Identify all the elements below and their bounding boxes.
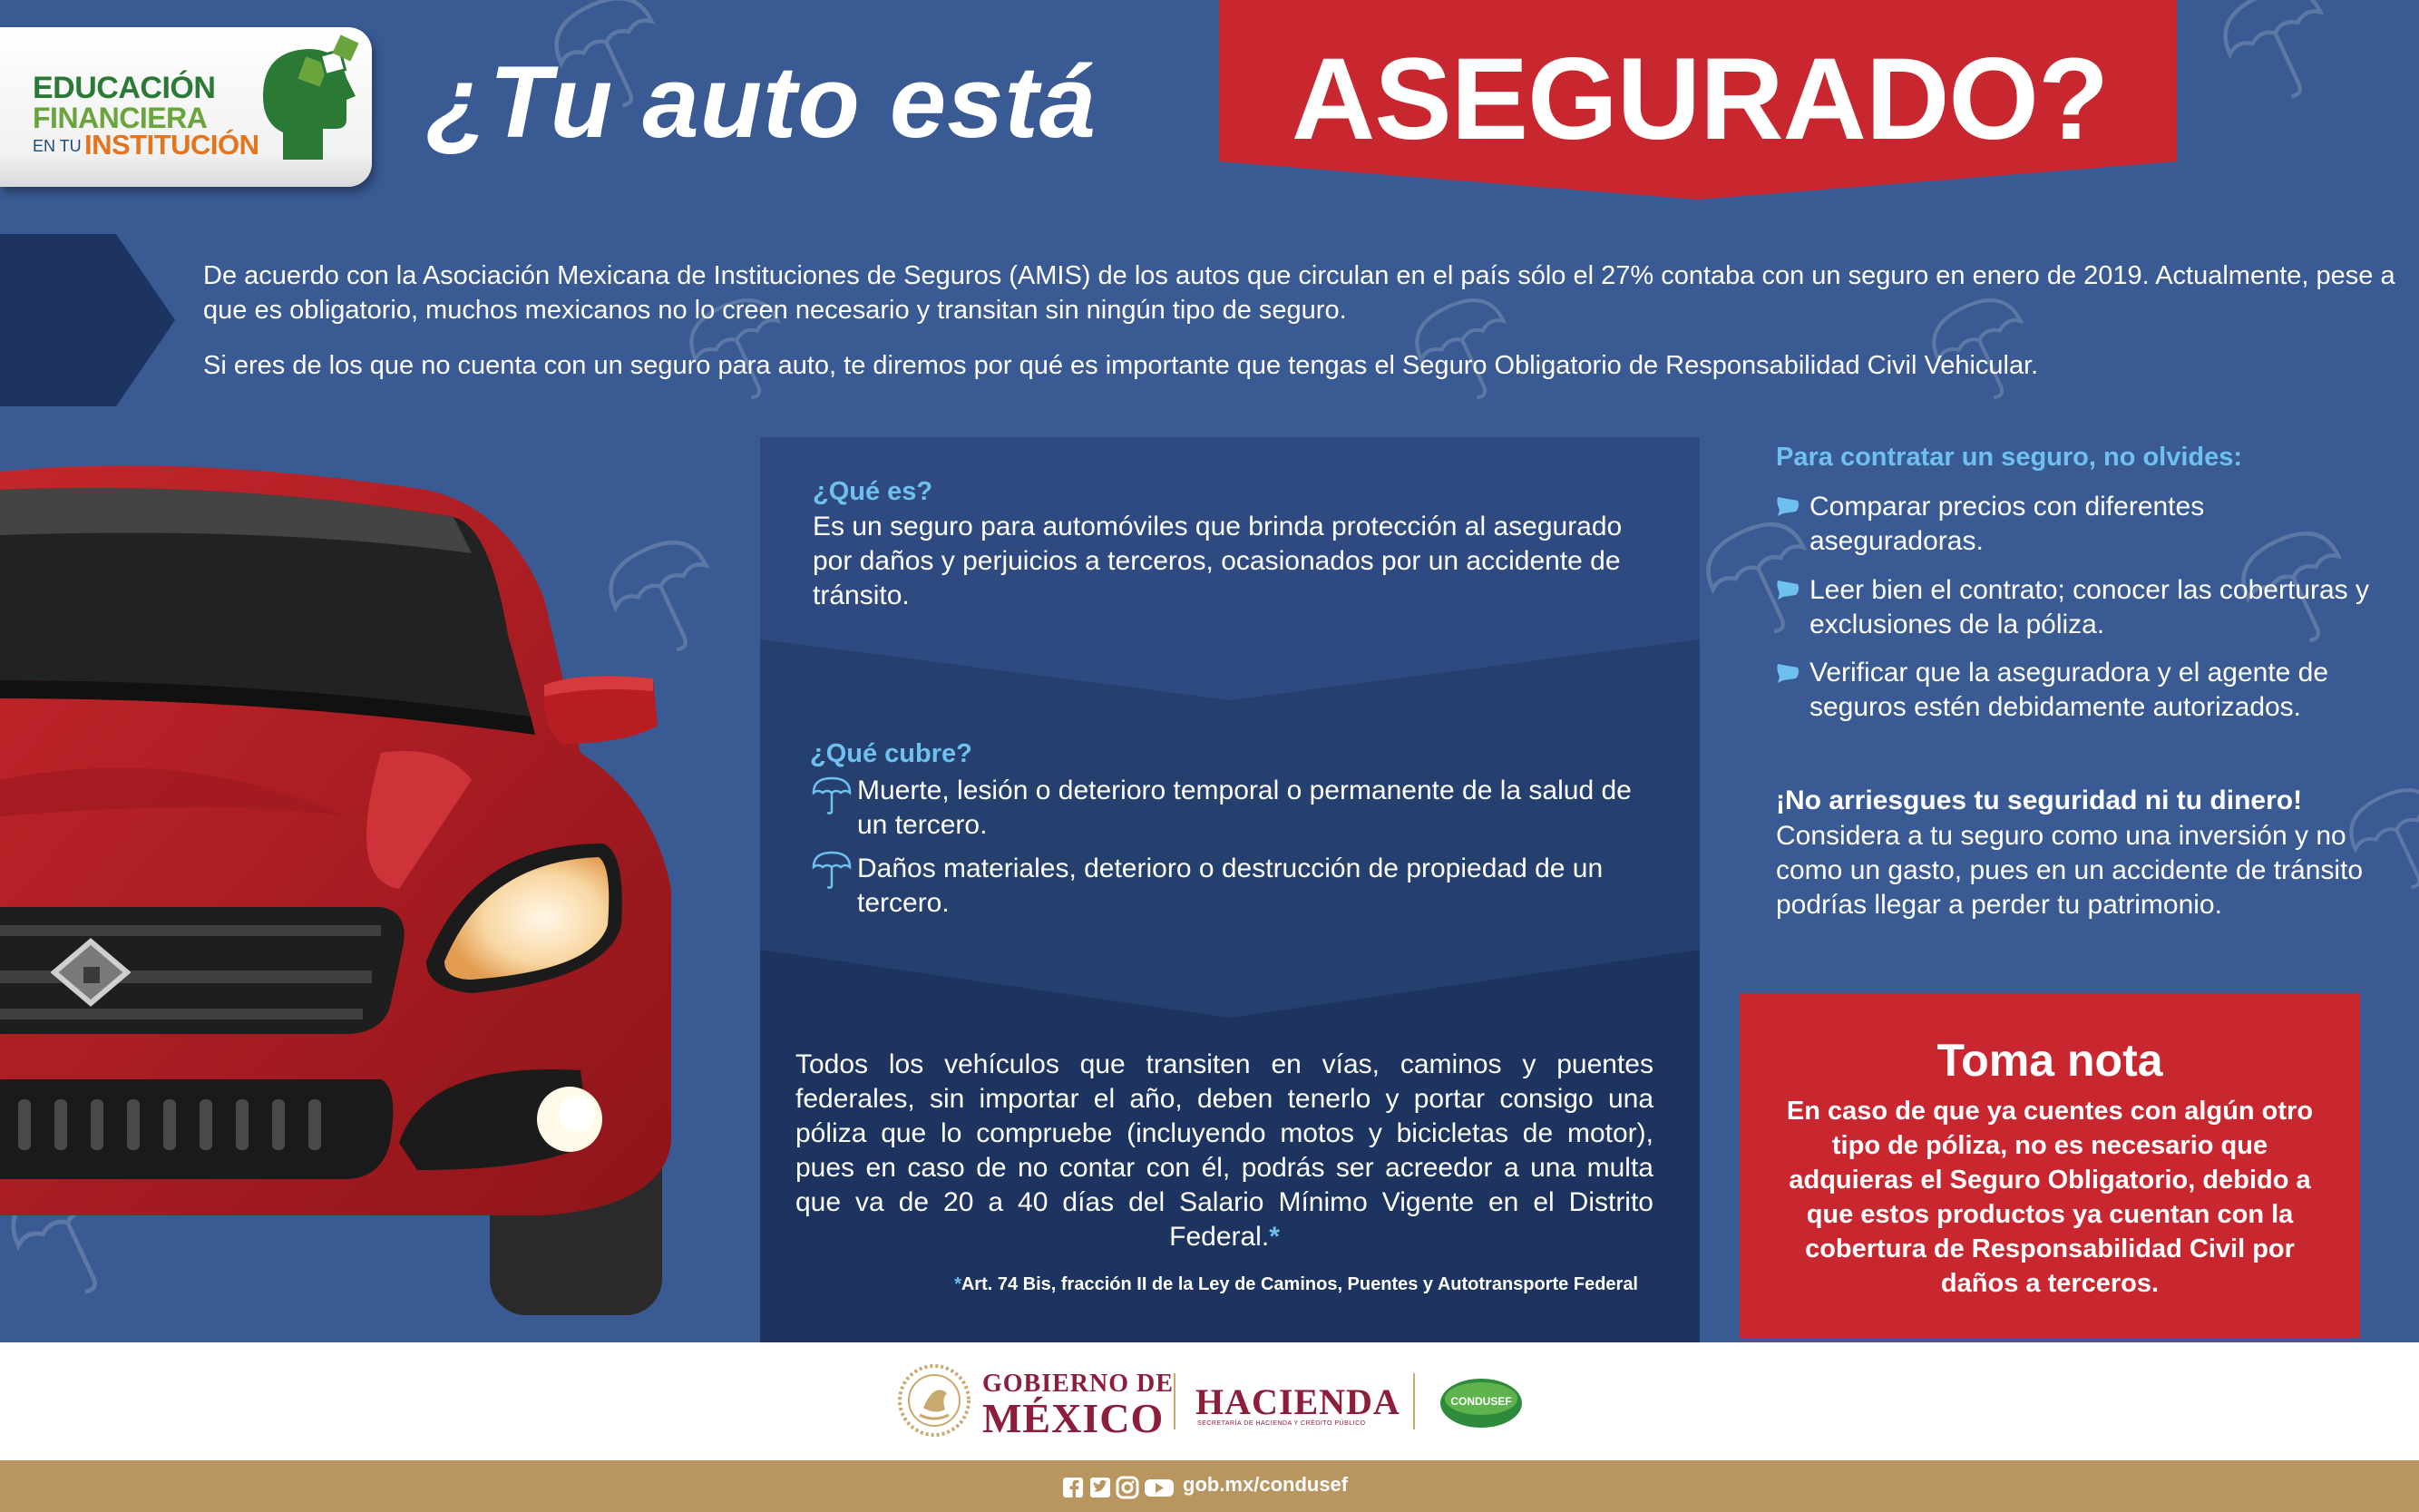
condusef-url: gob.mx/condusef xyxy=(1183,1473,1349,1496)
coverage-item-2: Daños materiales, deterioro o destrucción de propiedad de un tercero. xyxy=(857,854,1604,918)
chat-bubble-icon xyxy=(1776,495,1801,517)
tip-item-1: Comparar precios con diferentes aseguradoras. xyxy=(1809,492,2205,556)
title-question-prefix: ¿Tu auto está xyxy=(426,45,1097,159)
tips-heading: Para contratar un seguro, no olvides: xyxy=(1776,443,2243,472)
youtube-icon xyxy=(1145,1479,1174,1497)
umbrella-icon xyxy=(812,851,852,891)
obligation-paragraph xyxy=(795,1048,1653,1254)
toma-nota-body: En caso de que ya cuentes con algún otro tipo de póliza, no es necesario que adquieras el Seguro Obligatorio, debido a que estos productos ya cuentan con la cobertura de Responsabilidad Civil por daños a terceros. xyxy=(1786,1097,2314,1298)
umbrella-icon xyxy=(812,776,852,816)
footer-divider xyxy=(1413,1373,1415,1429)
twitter-icon xyxy=(1090,1478,1110,1497)
gobierno-de-mexico-line-2: MÉXICO xyxy=(982,1395,1165,1441)
intro-chevron-marker xyxy=(0,234,177,406)
hacienda-subtitle: SECRETARÍA DE HACIENDA Y CRÉDITO PÚBLICO xyxy=(1197,1420,1366,1427)
chat-bubble-icon xyxy=(1776,662,1801,684)
title-asegurado: ASEGURADO? xyxy=(1291,34,2109,164)
obligation-text: Todos los vehículos que transiten en vías, caminos y puentes federales, sin importar el año, deben tenerlo y portar consigo una póliza que lo compruebe (incluyendo motos y bicicletas de motor), pues en caso de no contar con él, podrás ser acreedor a una multa que va de 20 a 40 días del Salario Mínimo Vigente en el Distrito Federal. xyxy=(795,1049,1653,1252)
red-car-illustration xyxy=(0,454,689,1324)
social-icons xyxy=(1063,1476,1175,1499)
risk-body: Considera a tu seguro como una inversión y no como un gasto, pues en un accidente de tránsito podrías llegar a perder tu patrimonio. xyxy=(1776,821,2364,920)
footnote-text: Art. 74 Bis, fracción II de la Ley de Caminos, Puentes y Autotransporte Federal xyxy=(961,1274,1638,1294)
intro-paragraph-1: De acuerdo con la Asociación Mexicana de Instituciones de Seguros (AMIS) de los autos que circulan en el país sólo el 27% contaba con un seguro en enero de 2019. Actualmente, pese a que es obligatorio, muchos mexicanos no lo creen necesario y transitan sin ningún tipo de seguro. xyxy=(203,261,2395,325)
logo-line-3-prefix: EN TU xyxy=(33,137,82,155)
educacion-financiera-logo xyxy=(0,27,372,187)
tip-item-3: Verificar que la aseguradora y el agente de seguros estén debidamente autorizados. xyxy=(1809,658,2329,722)
gobierno-de-mexico-line-1: GOBIERNO DE xyxy=(982,1370,1174,1398)
condusef-logo-text: CONDUSEF xyxy=(1450,1395,1512,1408)
footnote-mark: * xyxy=(954,1274,961,1294)
tip-item-2: Leer bien el contrato; conocer las coberturas y exclusiones de la póliza. xyxy=(1809,575,2370,639)
footer-divider xyxy=(1174,1373,1175,1429)
risk-heading: ¡No arriesgues tu seguridad ni tu dinero! xyxy=(1776,785,2303,815)
que-es-heading: ¿Qué es? xyxy=(813,477,933,506)
logo-line-2: FINANCIERA xyxy=(33,102,208,134)
toma-nota-heading: Toma nota xyxy=(1936,1035,2163,1086)
instagram-icon xyxy=(1117,1478,1137,1497)
facebook-icon xyxy=(1063,1478,1083,1497)
que-cubre-heading: ¿Qué cubre? xyxy=(810,739,972,768)
legal-footnote xyxy=(795,1274,1638,1295)
hacienda-logo-text: HACIENDA xyxy=(1195,1381,1400,1422)
mexico-coat-of-arms-seal xyxy=(896,1362,972,1439)
puzzle-head-icon xyxy=(256,33,365,169)
intro-paragraph-2: Si eres de los que no cuenta con un seguro para auto, te diremos por qué es importante que tengas el Seguro Obligatorio de Responsabilidad Civil Vehicular. xyxy=(203,351,2039,380)
chat-bubble-icon xyxy=(1776,579,1801,600)
logo-line-1: EDUCACIÓN xyxy=(33,71,216,105)
obligation-footnote-mark: * xyxy=(1269,1222,1280,1252)
que-es-body: Es un seguro para automóviles que brinda protección al asegurado por daños y perjuicios a terceros, ocasionados por un accidente de tránsito. xyxy=(813,512,1623,610)
logo-line-3-main: INSTITUCIÓN xyxy=(84,129,259,161)
coverage-item-1: Muerte, lesión o deterioro temporal o permanente de la salud de un tercero. xyxy=(857,776,1632,840)
